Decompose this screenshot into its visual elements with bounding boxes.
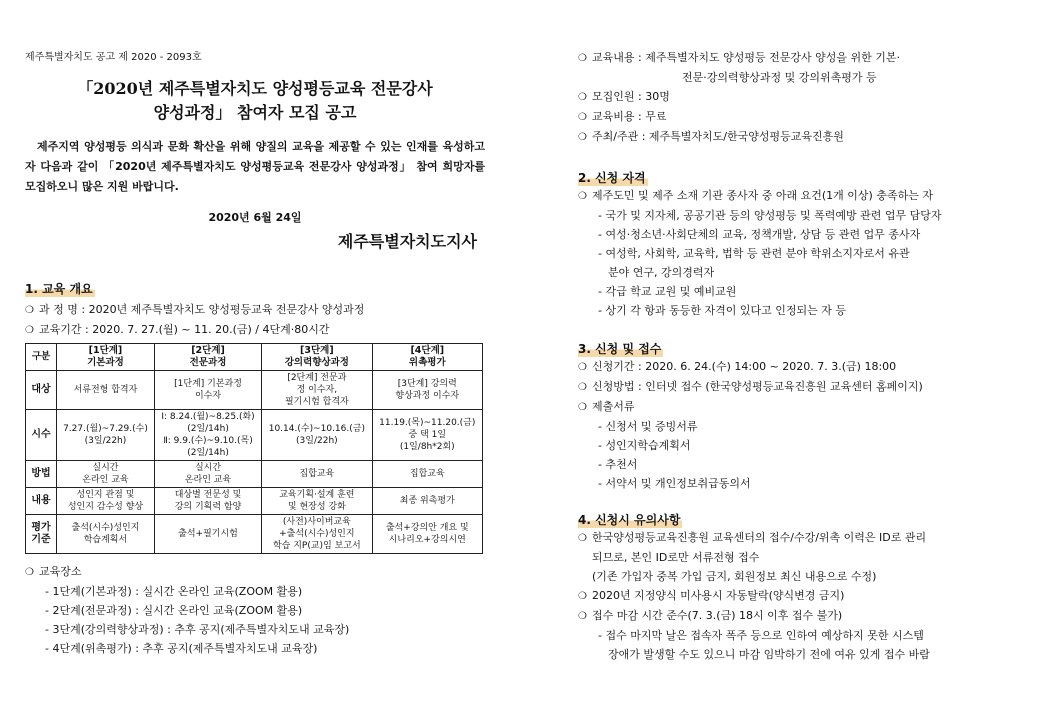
section-2 — [578, 167, 1028, 320]
section-1 — [25, 278, 485, 658]
notice-item-3-sub-cont: 장애가 발생할 수도 있으니 마감 임박하기 전에 여유 있게 접수 바람 — [608, 648, 930, 661]
capacity: ❍ 모집인원 : 30명 — [578, 87, 1028, 107]
notice-item-1-cont: 되므로, 본인 ID로만 서류전형 접수 — [592, 551, 760, 564]
table-row-content — [26, 488, 483, 515]
course-name: ❍ 과 정 명 : 2020년 제주특별자치도 양성평등교육 전문강사 양성과정 — [25, 300, 485, 320]
table-cell-stage-4: 11.19.(목)~11.20.(금) 중 택 1일 (1일/8h*2회) — [372, 410, 482, 461]
table-cell-stage-3: 집합교육 — [262, 461, 372, 488]
section-3 — [578, 338, 1028, 493]
table-cell-stage-4: 최종 위촉평가 — [372, 488, 482, 515]
bullet-icon: ❍ — [578, 53, 587, 64]
table-cell-stage-1: 성인지 관점 및 성인지 감수성 향상 — [57, 488, 155, 515]
venue-label: ❍ 교육장소 — [25, 562, 485, 582]
education-content-cont: 전문·강의력향상과정 및 강의위촉평가 등 — [682, 71, 877, 84]
table-row-method — [26, 461, 483, 488]
bullet-icon: ❍ — [25, 567, 34, 578]
table-header-stage-4: [4단계] 위촉평가 — [372, 344, 482, 371]
education-content: ❍ 교육내용 : 제주특별자치도 양성평등 전문강사 양성을 위한 기본· — [578, 48, 1028, 68]
section-1-heading: 1. 교육 개요 — [25, 282, 93, 296]
table-cell-stage-3: 10.14.(수)~10.16.(금) (3일/22h) — [262, 410, 372, 461]
intro-paragraph: 제주지역 양성평등 의식과 문화 확산을 위해 양질의 교육을 제공할 수 있는 인재를 육성하고자 다음과 같이 「2020년 제주특별자치도 양성평등교육 전문강사 양성과정」 참여 희망자를 모집하오니 많은 지원 바랍니다. — [25, 140, 485, 193]
row-label: 시수 — [26, 410, 57, 461]
document-item: - 추천서 — [598, 458, 638, 471]
eligibility-item: - 여성학, 사회학, 교육학, 법학 등 관련 분야 학위소지자로서 유관 — [598, 247, 910, 260]
table-cell-stage-2: 출석+필기시험 — [154, 515, 261, 554]
left-column — [25, 48, 485, 658]
section-4 — [578, 509, 1028, 664]
bullet-icon: ❍ — [578, 611, 587, 622]
notice-item-2: ❍ 2020년 지정양식 미사용시 자동탈락(양식변경 금지) — [578, 586, 1028, 606]
eligibility-item: - 각급 학교 교원 및 예비교원 — [598, 285, 737, 298]
row-label: 평가 기준 — [26, 515, 57, 554]
row-label: 대상 — [26, 371, 57, 410]
announcement-date: 2020년 6월 24일 — [208, 211, 302, 224]
table-cell-stage-4: 집합교육 — [372, 461, 482, 488]
document-item: - 서약서 및 개인정보취급동의서 — [598, 477, 751, 490]
table-header-stage-1: [1단계] 기본과정 — [57, 344, 155, 371]
right-column — [578, 48, 1028, 664]
table-cell-stage-2: 대상별 전문성 및 강의 기획력 함양 — [154, 488, 261, 515]
venue-item: - 1단계(기본과정) : 실시간 온라인 교육(ZOOM 활용) — [45, 585, 303, 598]
bullet-icon: ❍ — [578, 591, 587, 602]
notice-item-1-note: (기존 가입자 중복 가입 금지, 회원정보 최신 내용으로 수정) — [592, 570, 877, 583]
table-cell-stage-3: [2단계] 전문과 정 이수자, 필기시험 합격자 — [262, 371, 372, 410]
bullet-icon: ❍ — [578, 92, 587, 103]
application-period: ❍ 신청기간 : 2020. 6. 24.(수) 14:00 ~ 2020. 7. 3.(금) 18:00 — [578, 357, 1028, 377]
table-cell-stage-1: 7.27.(월)~7.29.(수) (3일/22h) — [57, 410, 155, 461]
title-line-1: 「2020년 제주특별자치도 양성평등교육 전문강사 — [77, 79, 433, 98]
eligibility-item: - 상기 각 항과 동등한 자격이 있다고 인정되는 자 등 — [598, 304, 846, 317]
table-row-target — [26, 371, 483, 410]
table-cell-stage-3: 교육기획·설계 훈련 및 현장성 강화 — [262, 488, 372, 515]
section-3-heading: 3. 신청 및 접수 — [578, 342, 662, 356]
eligibility-main: ❍ 제주도민 및 제주 소재 기관 종사자 중 아래 요건(1개 이상) 충족하는 자 — [578, 186, 1028, 206]
schedule-table — [25, 343, 483, 554]
table-cell-stage-4: 출석+강의안 개요 및 시나리오+강의시연 — [372, 515, 482, 554]
table-corner: 구분 — [26, 344, 57, 371]
table-row-evaluation — [26, 515, 483, 554]
notice-item-3: ❍ 접수 마감 시간 준수(7. 3.(금) 18시 이후 접수 불가) — [578, 606, 1028, 626]
bullet-icon: ❍ — [578, 533, 587, 544]
table-row-hours — [26, 410, 483, 461]
notice-number: 제주특별자치도 공고 제 2020 - 2093호 — [25, 52, 202, 63]
notice-item-3-sub: - 접수 마지막 날은 접속자 폭주 등으로 인하여 예상하지 못한 시스템 — [598, 629, 924, 642]
row-label: 방법 — [26, 461, 57, 488]
application-method: ❍ 신청방법 : 인터넷 접수 (한국양성평등교육진흥원 교육센터 홈페이지) — [578, 377, 1028, 397]
bullet-icon: ❍ — [578, 132, 587, 143]
table-cell-stage-1: 서류전형 합격자 — [57, 371, 155, 410]
document-item: - 신청서 및 증빙서류 — [598, 420, 698, 433]
host: ❍ 주최/주관 : 제주특별자치도/한국양성평등교육진흥원 — [578, 127, 1028, 147]
eligibility-item: - 국가 및 지자체, 공공기관 등의 양성평등 및 폭력예방 관련 업무 담당자 — [598, 209, 942, 222]
table-header-stage-2: [2단계] 전문과정 — [154, 344, 261, 371]
bullet-icon: ❍ — [578, 191, 587, 202]
document-item: - 성인지학습계획서 — [598, 439, 691, 452]
table-cell-stage-4: [3단계] 강의력 향상과정 이수자 — [372, 371, 482, 410]
venue-item: - 4단계(위촉평가) : 추후 공지(제주특별자치도내 교육장) — [45, 642, 318, 655]
table-cell-stage-2: Ⅰ: 8.24.(월)~8.25.(화) (2일/14h) Ⅱ: 9.9.(수)~9.10.(목) (2일/14h) — [154, 410, 261, 461]
fee: ❍ 교육비용 : 무료 — [578, 107, 1028, 127]
course-period: ❍ 교육기간 : 2020. 7. 27.(월) ~ 11. 20.(금) / 4단계·80시간 — [25, 320, 485, 340]
section-4-heading: 4. 신청시 유의사항 — [578, 513, 681, 527]
bullet-icon: ❍ — [578, 362, 587, 373]
bullet-icon: ❍ — [578, 112, 587, 123]
section-2-heading: 2. 신청 자격 — [578, 171, 646, 185]
eligibility-item: - 여성·청소년·사회단체의 교육, 정책개발, 상담 등 관련 업무 종사자 — [598, 228, 921, 241]
table-cell-stage-1: 출석(시수)성인지 학습계획서 — [57, 515, 155, 554]
eligibility-item: 분야 연구, 강의경력자 — [608, 266, 715, 279]
bullet-icon: ❍ — [578, 382, 587, 393]
table-cell-stage-3: (사전)사이버교육 +출석(시수)성인지 학습 지P(교)임 보고서 — [262, 515, 372, 554]
venue-item: - 2단계(전문과정) : 실시간 온라인 교육(ZOOM 활용) — [45, 604, 303, 617]
bullet-icon: ❍ — [25, 305, 34, 316]
venue-item: - 3단계(강의력향상과정) : 추후 공지(제주특별자치도내 교육장) — [45, 623, 350, 636]
bullet-icon: ❍ — [25, 325, 34, 336]
documents-label: ❍ 제출서류 — [578, 397, 1028, 417]
table-cell-stage-1: 실시간 온라인 교육 — [57, 461, 155, 488]
table-header-row — [26, 344, 483, 371]
notice-item-1: ❍ 한국양성평등교육진흥원 교육센터의 접수/수강/위촉 이력은 ID로 관리 — [578, 528, 1028, 548]
row-label: 내용 — [26, 488, 57, 515]
table-cell-stage-2: [1단계] 기본과정 이수자 — [154, 371, 261, 410]
title-line-2: 양성과정」 참여자 모집 공고 — [153, 103, 357, 122]
bullet-icon: ❍ — [578, 402, 587, 413]
issuer: 제주특별자치도지사 — [337, 232, 477, 251]
table-header-stage-3: [3단계] 강의력향상과정 — [262, 344, 372, 371]
table-cell-stage-2: 실시간 온라인 교육 — [154, 461, 261, 488]
